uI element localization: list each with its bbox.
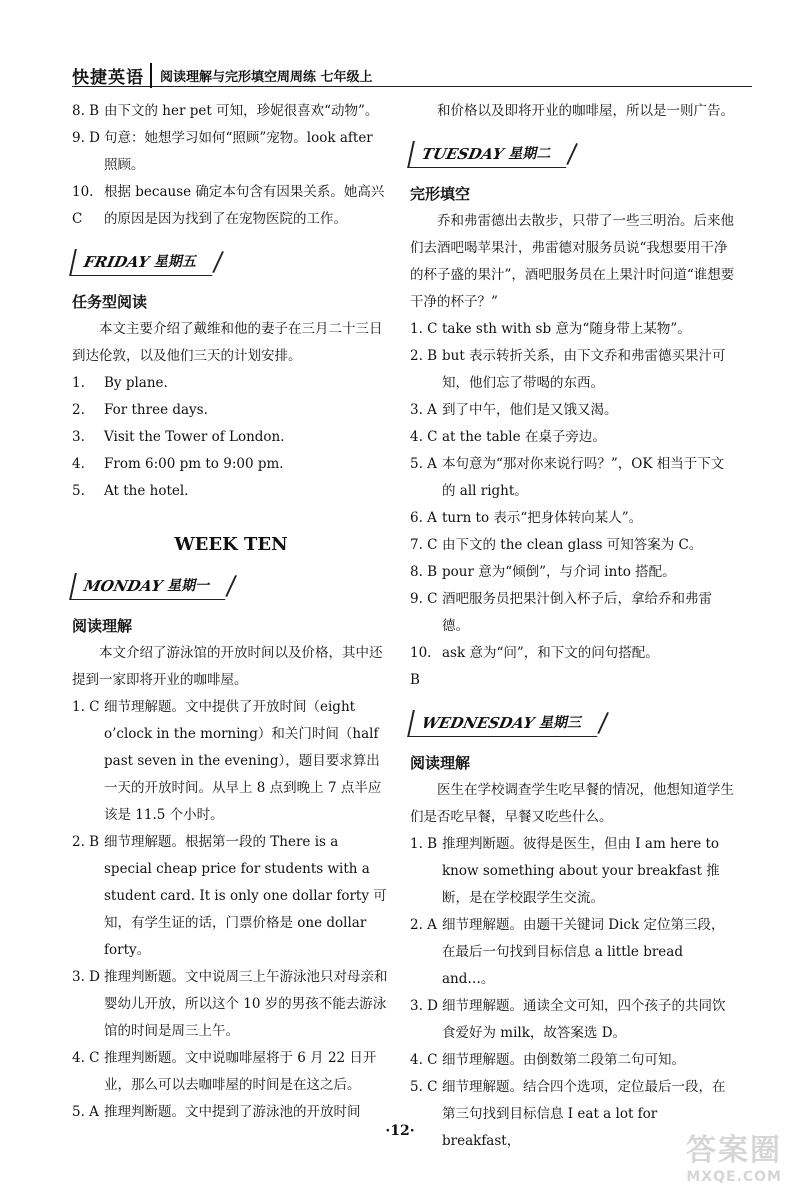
answer-text: 细节理解题。由倒数第二段第二句可知。	[442, 1052, 685, 1068]
continued-text: 和价格以及即将开业的咖啡屋，所以是一则广告。	[437, 103, 734, 119]
answer-item	[410, 1047, 736, 1074]
section-title: 阅读理解	[72, 617, 133, 635]
passage-intro: 本文介绍了游泳馆的开放时间以及价格，其中还提到一家即将开业的咖啡屋。	[72, 645, 383, 688]
page-header	[72, 64, 752, 87]
answer-number: 3. D	[410, 998, 438, 1014]
answer-text: 细节理解题。文中提供了开放时间（eight o’clock in the morning）和关门时间（half past seven in the evening），题目要求算出一天的开放时间。从早上 8 点到晚上 7 点半应该是 11.5 个小时。	[104, 699, 382, 823]
answer-text: 根据 because 确定本句含有因果关系。她高兴的原因是因为找到了在宠物医院的工作。	[104, 184, 385, 227]
day-chinese: 星期三	[538, 715, 584, 731]
friday-answer-list	[72, 370, 390, 505]
answer-text: 由下文的 the clean glass 可知答案为 C。	[442, 537, 703, 553]
answer-text: 推理判断题。文中说咖啡屋将于 6 月 22 日开业，那么可以去咖啡屋的时间是在这之后。	[104, 1050, 377, 1093]
answer-item	[72, 98, 390, 125]
answer-number: 2.	[72, 402, 85, 418]
section-title: 阅读理解	[410, 754, 471, 772]
answer-item	[410, 424, 736, 451]
right-column	[410, 98, 736, 1155]
answer-number: 6. A	[410, 510, 437, 526]
answer-item	[410, 451, 736, 505]
answer-item	[72, 829, 390, 964]
page-number: ·12·	[385, 1123, 415, 1139]
answer-item	[410, 505, 736, 532]
answer-number: 2. B	[410, 348, 438, 364]
day-english: TUESDAY	[420, 145, 506, 163]
answer-item	[72, 424, 390, 451]
answer-item	[72, 964, 390, 1045]
answer-number: 2. B	[72, 834, 100, 850]
answer-text: 细节理解题。由题干关键词 Dick 定位第三段，在最后一句找到目标信息 a little bread and…。	[442, 917, 725, 987]
answer-number: 4. C	[410, 1052, 438, 1068]
passage-intro: 本文主要介绍了戴维和他的妻子在三月二十三日到达伦敦，以及他们三天的计划安排。	[72, 321, 383, 364]
answer-text: 到了中午，他们是又饿又渴。	[442, 402, 618, 418]
answer-item	[72, 478, 390, 505]
section-title: 任务型阅读	[72, 293, 148, 311]
answer-item	[410, 640, 736, 694]
watermark-title: 答案圈	[686, 1133, 782, 1168]
answer-text: 细节理解题。根据第一段的 There is a special cheap price for students with a student card. It is only one dollar forty 可知，有学生证的话，门票价格是 one dollar forty。	[104, 834, 387, 958]
answer-number: 4. C	[410, 429, 438, 445]
answer-item	[72, 451, 390, 478]
answer-number: 1. C	[72, 699, 100, 715]
answer-number: 5. C	[410, 1079, 438, 1095]
answer-item	[410, 831, 736, 912]
answer-text: 细节理解题。结合四个选项，定位最后一段，在第三句找到目标信息 I eat a lot for breakfast，	[442, 1079, 726, 1149]
answer-number: 8. B	[72, 103, 100, 119]
friday-heading	[69, 249, 217, 276]
answer-number: 4.	[72, 456, 85, 472]
tuesday-answer-list	[410, 316, 736, 694]
answer-item	[410, 912, 736, 993]
answer-text: From 6:00 pm to 9:00 pm.	[104, 456, 284, 472]
passage-intro: 乔和弗雷德出去散步，只带了一些三明治。后来他们去酒吧喝苹果汁，弗雷德对服务员说“我想要用干净的杯子盛的果汁”，酒吧服务员在上果汁时问道“谁想要干净的杯子？”	[410, 213, 735, 310]
answer-text: By plane.	[104, 375, 168, 391]
answer-text: pour 意为“倾倒”，与介词 into 搭配。	[442, 564, 676, 580]
answer-item	[410, 993, 736, 1047]
day-english: FRIDAY	[82, 253, 151, 271]
answer-item	[72, 125, 390, 179]
passage-intro: 医生在学校调查学生吃早餐的情况，他想知道学生们是否吃早餐，早餐又吃些什么。	[410, 782, 734, 825]
answer-number: 1. B	[410, 836, 438, 852]
answer-text: 推理判断题。文中提到了游泳池的开放时间	[104, 1104, 361, 1120]
answer-text: At the hotel.	[104, 483, 189, 499]
answer-number: 3. D	[72, 969, 100, 985]
watermark-url: MXQE.COM	[686, 1169, 782, 1185]
tuesday-heading	[407, 141, 572, 168]
day-chinese: 星期五	[153, 254, 199, 270]
answer-item	[410, 316, 736, 343]
answer-number: 1. C	[410, 321, 438, 337]
answer-number: 5. A	[410, 456, 437, 472]
answer-number: 10. B	[410, 645, 432, 688]
answer-text: Visit the Tower of London.	[104, 429, 285, 445]
answer-text: 酒吧服务员把果汁倒入杯子后，拿给乔和弗雷德。	[442, 591, 712, 634]
answer-text: 句意：她想学习如何“照顾”宠物。look after 照顾。	[104, 130, 373, 173]
answer-item	[410, 397, 736, 424]
day-chinese: 星期二	[507, 146, 553, 162]
answer-item	[410, 532, 736, 559]
answer-number: 10. C	[72, 184, 94, 227]
wednesday-answer-list	[410, 831, 736, 1155]
week-title: WEEK TEN	[174, 534, 288, 555]
answer-number: 5. A	[72, 1104, 99, 1120]
answer-text: ask 意为“问”，和下文的问句搭配。	[442, 645, 659, 661]
answer-item	[72, 1045, 390, 1099]
answer-number: 1.	[72, 375, 85, 391]
answer-item	[410, 559, 736, 586]
book-title: 阅读理解与完形填空周周练 七年级上	[160, 69, 373, 85]
answer-text: 推理判断题。彼得是医生，但由 I am here to know something about your breakfast 推断，是在学校跟学生交流。	[442, 836, 720, 906]
day-chinese: 星期一	[166, 578, 212, 594]
answer-number: 3. A	[410, 402, 437, 418]
monday-answer-list	[72, 694, 390, 1126]
answer-number: 8. B	[410, 564, 438, 580]
day-english: MONDAY	[82, 577, 165, 595]
top-answer-list	[72, 98, 390, 233]
answer-text: but 表示转折关系，由下文乔和弗雷德买果汁可知，他们忘了带喝的东西。	[442, 348, 726, 391]
answer-item	[72, 397, 390, 424]
site-watermark	[622, 1134, 782, 1190]
answer-item	[410, 343, 736, 397]
answer-item	[72, 370, 390, 397]
answer-number: 3.	[72, 429, 85, 445]
answer-text: turn to 表示“把身体转向某人”。	[442, 510, 643, 526]
answer-text: 细节理解题。通读全文可知，四个孩子的共同饮食爱好为 milk，故答案选 D。	[442, 998, 726, 1041]
answer-item	[410, 586, 736, 640]
monday-heading	[69, 573, 231, 600]
answer-number: 7. C	[410, 537, 438, 553]
answer-number: 2. A	[410, 917, 437, 933]
day-english: WEDNESDAY	[420, 714, 536, 732]
answer-text: For three days.	[104, 402, 208, 418]
answer-text: 本句意为“那对你来说行吗？”，OK 相当于下文的 all right。	[442, 456, 725, 499]
answer-text: at the table 在桌子旁边。	[442, 429, 606, 445]
answer-text: 由下文的 her pet 可知，珍妮很喜欢“动物”。	[104, 103, 379, 119]
answer-number: 9. D	[72, 130, 100, 146]
answer-text: 推理判断题。文中说周三上午游泳池只对母亲和婴幼儿开放，所以这个 10 岁的男孩不能去游泳馆的时间是周三上午。	[104, 969, 388, 1039]
brand-logo: 快捷英语	[72, 63, 152, 88]
answer-item	[72, 694, 390, 829]
wednesday-heading	[407, 710, 603, 737]
answer-item	[72, 179, 390, 233]
left-column	[72, 98, 390, 1126]
answer-item	[72, 1099, 390, 1126]
answer-number: 5.	[72, 483, 85, 499]
answer-number: 9. C	[410, 591, 438, 607]
section-title: 完形填空	[410, 185, 471, 203]
answer-number: 4. C	[72, 1050, 100, 1066]
answer-text: take sth with sb 意为“随身带上某物”。	[442, 321, 691, 337]
